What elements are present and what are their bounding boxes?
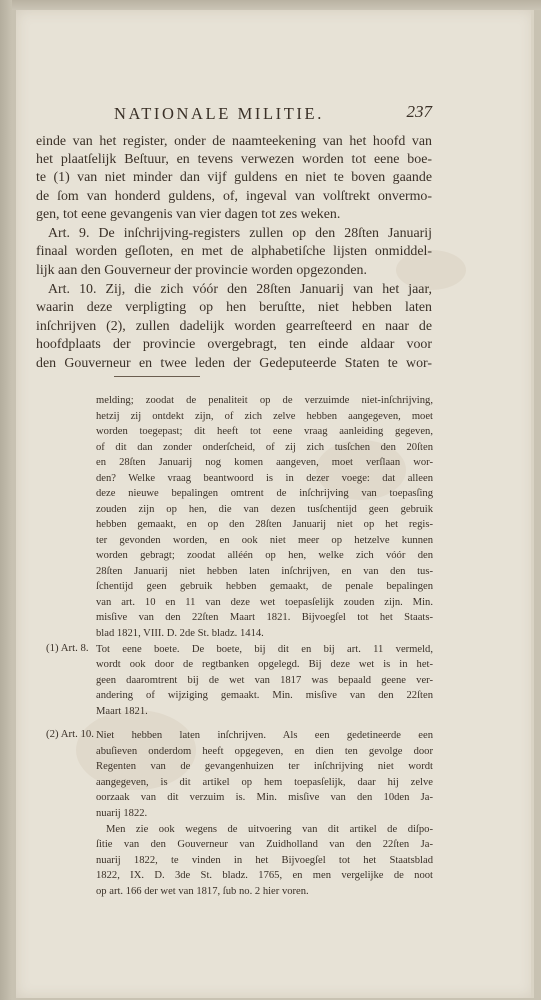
text-line: te (1) van niet minder dan vijf guldens en niet te boven gaande [36, 170, 432, 185]
footnote-2-line: abuſieven onderdom heeft opgegeven, en dien ten gevolge door [96, 746, 433, 757]
scan-background-left [0, 0, 12, 1000]
running-title: NATIONALE MILITIE. [114, 104, 324, 123]
footnote-line: deze nieuwe bepalingen omtrent de inſchrijving van toepasſing [96, 488, 433, 499]
footnote-line: hetzij zij ontdekt zijn, of zich zelve hebben aangegeven, moet [96, 411, 433, 422]
footnote-2-line: oorzaak van dit verzuim is. Min. misſive van den 10den Ja- [96, 792, 433, 803]
article-9: Art. 9. De inſchrijving-registers zullen op den 28ſten Januarij [48, 226, 432, 241]
text-line: finaal worden geſloten, en met de alphabetiſche lijsten onmiddel- [36, 244, 432, 259]
footnote-2-marker: (2) Art. 10. [46, 728, 94, 740]
footnote-1-line: geen daaromtrent bij de wet van 1817 was bepaald geene ver- [96, 675, 433, 686]
footnote-1-line: wordt ook door de regtbanken opgelegd. Bij deze wet is in het- [96, 659, 433, 670]
text-line: den Gouverneur en twee leden der Gedeputeerde Staten te wor- [36, 356, 432, 371]
footnote-2-paragraph-line: Men zie ook wegens de uitvoering van dit artikel de diſpo- [106, 824, 433, 835]
footnote-line: hebben gemaakt, en op den 28ſten Januarij niet op het regis- [96, 519, 433, 530]
footnote-line: van art. 10 en 11 van deze wet toepasſelijk zouden zijn. Min. [96, 597, 433, 608]
footnote-1-marker: (1) Art. 8. [46, 642, 89, 654]
page-edge [531, 10, 534, 998]
footnote-line: zouden zijn op hen, die van dezen tusſchentijd geen gebruik [96, 504, 433, 515]
text-line: lijk aan den Gouverneur der provincie worden opgezonden. [36, 263, 367, 278]
footnote-2-paragraph-line: nuarij 1822, te vinden in het Bijvoegſel tot het Staatsblad [96, 855, 433, 866]
footnote-line: en 28ſten Januarij nog komen aangeven, moet verſlaan wor- [96, 457, 433, 468]
text-line: de ſom van honderd guldens, of, ingeval van volſtrekt onvermo- [36, 189, 432, 204]
footnote-1-line: Maart 1821. [96, 706, 148, 717]
footnote-line: worden toegepast; dit heeft tot eene vraag aanleiding gegeven, [96, 426, 433, 437]
footnote-2-paragraph-line: ſitie van den Gouverneur van Zuidholland van den 22ſten Ja- [96, 839, 433, 850]
footnote-2-paragraph-line: op art. 166 der wet van 1817, ſub no. 2 hier voren. [96, 886, 309, 897]
footnote-line: 28ſten Januarij niet hebben laten inſchrijven, en van den tus- [96, 566, 433, 577]
page-header [114, 104, 432, 130]
footnote-line: ter gevonden worden, en ook niet meer op hetzelve kunnen [96, 535, 433, 546]
footnote-rule [114, 376, 200, 377]
footnote-2-line: Niet hebben laten inſchrijven. Als een gedetineerde een [96, 730, 433, 741]
footnote-line: melding; zoodat de penaliteit op de verzuimde niet-inſchrijving, [96, 395, 433, 406]
footnote-1-line: andering of wijziging gemaakt. Min. misſive van den 22ſten [96, 690, 433, 701]
article-10: Art. 10. Zij, die zich vóór den 28ſten Januarij van het jaar, [48, 282, 432, 297]
footnote-line: misſive van den 22ſten Maart 1821. Bijvoegſel tot het Staats- [96, 612, 433, 623]
text-line: einde van het register, onder de naamteekening van het hoofd van [36, 134, 432, 149]
footnote-line: of dit dan zonder onderſcheid, of zij zich tusſchen den 20ſten [96, 442, 433, 453]
footnote-line: worden gebragt; zoodat alléén op hen, welke zich vóór den [96, 550, 433, 561]
text-line: waarin deze verpligting op hen beruſtte, niet hebben laten [36, 300, 432, 315]
footnote-2-line: Regenten van de gevangenhuizen ter inſchrijving niet wordt [96, 761, 433, 772]
footnote-2-line: nuarij 1822. [96, 808, 148, 819]
footnote-1-line: Tot eene boete. De boete, bij dit en bij art. 11 vermeld, [96, 644, 433, 655]
footnote-line: blad 1821, VIII. D. 2de St. bladz. 1414. [96, 628, 264, 639]
footnote-2-line: aangegeven, is dit artikel op hem toepasſelijk, daar hij zelve [96, 777, 433, 788]
footnote-2-paragraph-line: 1822, IX. D. 3de St. bladz. 1765, en men vergelijke de noot [96, 870, 433, 881]
footnote-line: ſchentijd geen gebruik hebben gemaakt, de penale bepalingen [96, 581, 433, 592]
page-number: 237 [406, 102, 432, 121]
text-line: gen, tot eene gevangenis van vier dagen tot zes weken. [36, 207, 341, 222]
scan-background-top [0, 0, 541, 10]
footnote-line: den? Welke vraag beantwoord is in dezer voege: dat alleen [96, 473, 433, 484]
text-line: hoofdplaats der provincie overgebragt, ten einde aldaar voor [36, 337, 432, 352]
text-line: inſchrijven (2), zullen dadelijk worden gearreſteerd en naar de [36, 319, 432, 334]
text-line: het plaatſelijk Beſtuur, en tevens verwezen worden tot eene boe- [36, 152, 432, 167]
